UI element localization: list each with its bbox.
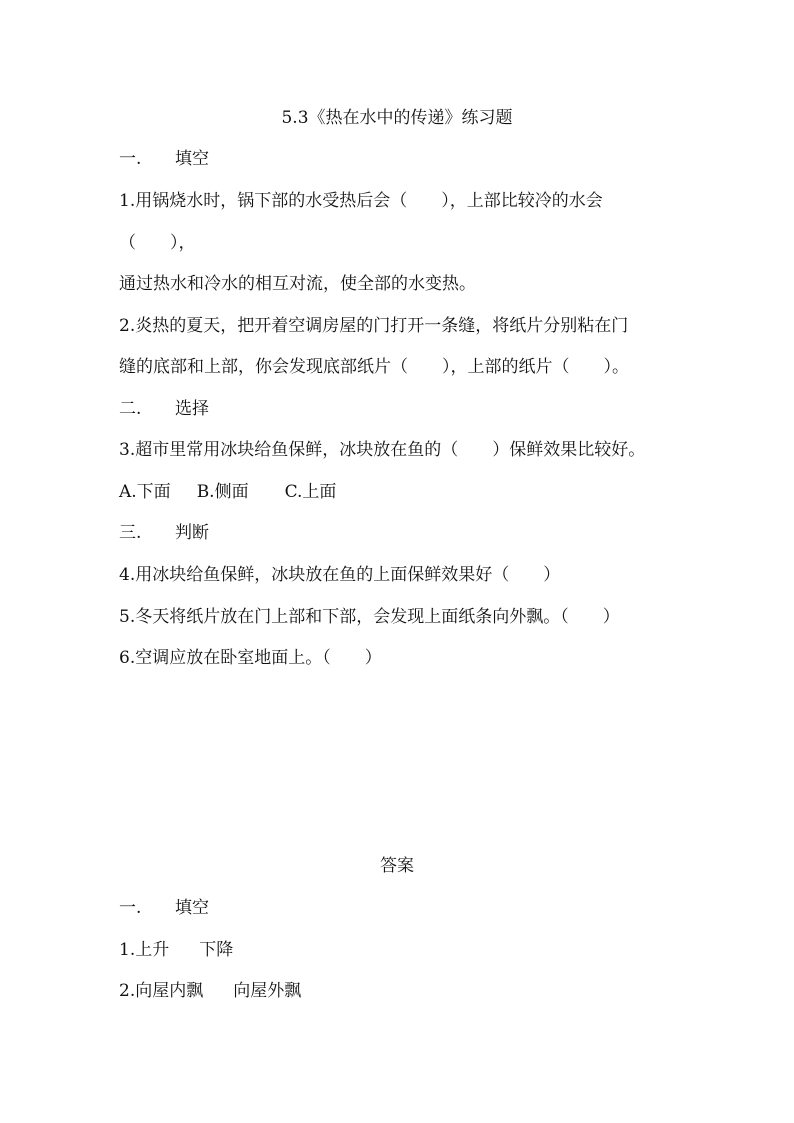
section-number: 一. bbox=[119, 898, 142, 918]
question-2-line-1: 2.炎热的夏天，把开着空调房屋的门打开一条缝，将纸片分别粘在门 bbox=[119, 316, 629, 336]
option-c: C.上面 bbox=[284, 482, 337, 502]
question-3-options bbox=[119, 481, 336, 503]
section-label: 选择 bbox=[175, 399, 209, 419]
answers-title: 答案 bbox=[380, 856, 414, 876]
section-label: 填空 bbox=[175, 149, 209, 169]
answer-number: 2. bbox=[119, 981, 136, 1001]
answer-1 bbox=[119, 939, 233, 961]
section-label: 判断 bbox=[175, 523, 209, 543]
question-1-line-2: （ ）， bbox=[119, 233, 196, 253]
section-number: 三. bbox=[119, 523, 142, 543]
question-5: 5.冬天将纸片放在门上部和下部，会发现上面纸条向外飘。（ ） bbox=[119, 607, 620, 627]
answer-2 bbox=[119, 980, 301, 1002]
section-number: 一. bbox=[119, 149, 142, 169]
question-4: 4.用冰块给鱼保鲜，冰块放在鱼的上面保鲜效果好（ ） bbox=[119, 565, 561, 585]
section-label: 填空 bbox=[175, 898, 209, 918]
answer-value: 下降 bbox=[199, 940, 234, 960]
option-b: B.侧面 bbox=[196, 482, 249, 502]
answer-value: 上升 bbox=[135, 940, 170, 960]
section-heading-fill-blank bbox=[119, 148, 209, 170]
answer-value: 向屋外飘 bbox=[233, 981, 302, 1001]
answers-section-heading bbox=[119, 897, 209, 919]
section-heading-choice bbox=[119, 398, 209, 420]
question-2-line-2: 缝的底部和上部，你会发现底部纸片（ ），上部的纸片（ ）。 bbox=[119, 357, 629, 377]
question-1-line-3: 通过热水和冷水的相互对流，使全部的水变热。 bbox=[119, 274, 476, 294]
question-6: 6.空调应放在卧室地面上。（ ） bbox=[119, 648, 382, 668]
question-3: 3.超市里常用冰块给鱼保鲜，冰块放在鱼的（ ）保鲜效果比较好。 bbox=[119, 440, 646, 460]
answer-number: 1. bbox=[119, 940, 136, 960]
question-1-line-1: 1.用锅烧水时，锅下部的水受热后会（ ），上部比较冷的水会 bbox=[119, 191, 603, 211]
exercise-title: 5.3《热在水中的传递》练习题 bbox=[281, 108, 513, 128]
section-heading-judge bbox=[119, 522, 209, 544]
section-number: 二. bbox=[119, 399, 142, 419]
answer-value: 向屋内飘 bbox=[135, 981, 204, 1001]
option-a: A.下面 bbox=[119, 482, 171, 502]
